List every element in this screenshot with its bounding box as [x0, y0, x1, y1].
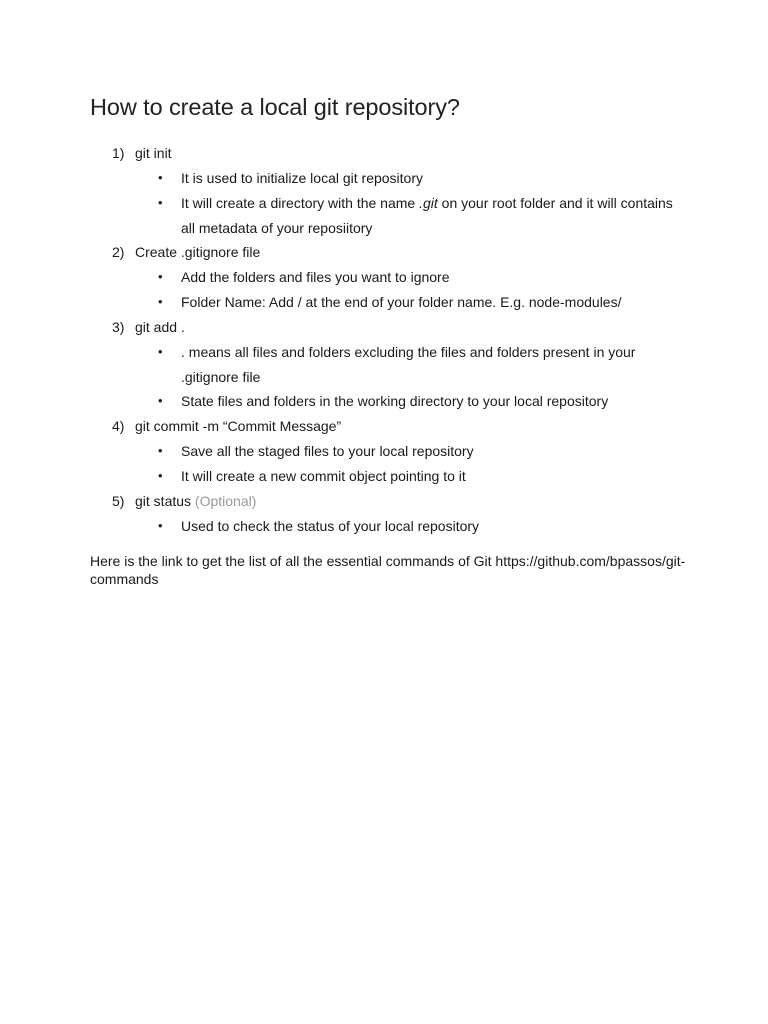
step-number: 1) [112, 145, 125, 161]
bullet-item: • Used to check the status of your local repository [0, 514, 768, 539]
bullet-text: It will create a directory with the name [181, 195, 420, 211]
bullet-item: • It will create a new commit object pointing to it [0, 464, 768, 489]
step-label: git init [135, 145, 172, 161]
step-header [0, 414, 768, 439]
bullet-text: on your root folder and it will contains all metadata of your reposiitory [181, 195, 673, 236]
bullet-list [0, 265, 768, 315]
step-label-group [135, 240, 260, 265]
step-header [0, 240, 768, 265]
bullet-item: • . means all files and folders excluding the files and folders present in your .gitignore file [0, 340, 768, 389]
step-label: git add . [135, 319, 185, 335]
step-label: git status [135, 493, 192, 509]
bullet-list [0, 439, 768, 489]
step-label: git commit -m “Commit Message” [135, 418, 342, 434]
step-label-group [135, 414, 341, 439]
step-label: Create .gitignore file [135, 244, 261, 260]
bullet-item: • State files and folders in the working directory to your local repository [0, 389, 768, 414]
step-number: 2) [112, 244, 125, 260]
step-header [0, 141, 768, 166]
step-label-group [135, 315, 185, 340]
footer-note: Here is the link to get the list of all the essential commands of Git https://github.com/bpassos/git-commands [90, 553, 686, 587]
bullet-list [0, 514, 768, 539]
step-label-group [135, 489, 256, 514]
bullet-list [0, 166, 768, 240]
step-number: 5) [112, 493, 125, 509]
bullet-item: • Folder Name: Add / at the end of your folder name. E.g. node-modules/ [0, 290, 768, 315]
page-title: How to create a local git repository? [90, 94, 460, 120]
step-header [0, 489, 768, 514]
step-item [0, 141, 768, 240]
step-header [0, 315, 768, 340]
bullet-item: • Save all the staged files to your local repository [0, 439, 768, 464]
steps-list [0, 141, 768, 539]
step-label-group [135, 141, 172, 166]
step-item [0, 489, 768, 539]
bullet-item: • Add the folders and files you want to ignore [0, 265, 768, 290]
step-item [0, 414, 768, 489]
step-number: 4) [112, 418, 125, 434]
optional-tag: (Optional) [194, 493, 257, 509]
directory-name: .git [419, 195, 438, 211]
bullet-item [0, 191, 768, 240]
bullet-list [0, 340, 768, 414]
step-item [0, 315, 768, 414]
step-item [0, 240, 768, 315]
bullet-item: • It is used to initialize local git repository [0, 166, 768, 191]
step-number: 3) [112, 319, 125, 335]
